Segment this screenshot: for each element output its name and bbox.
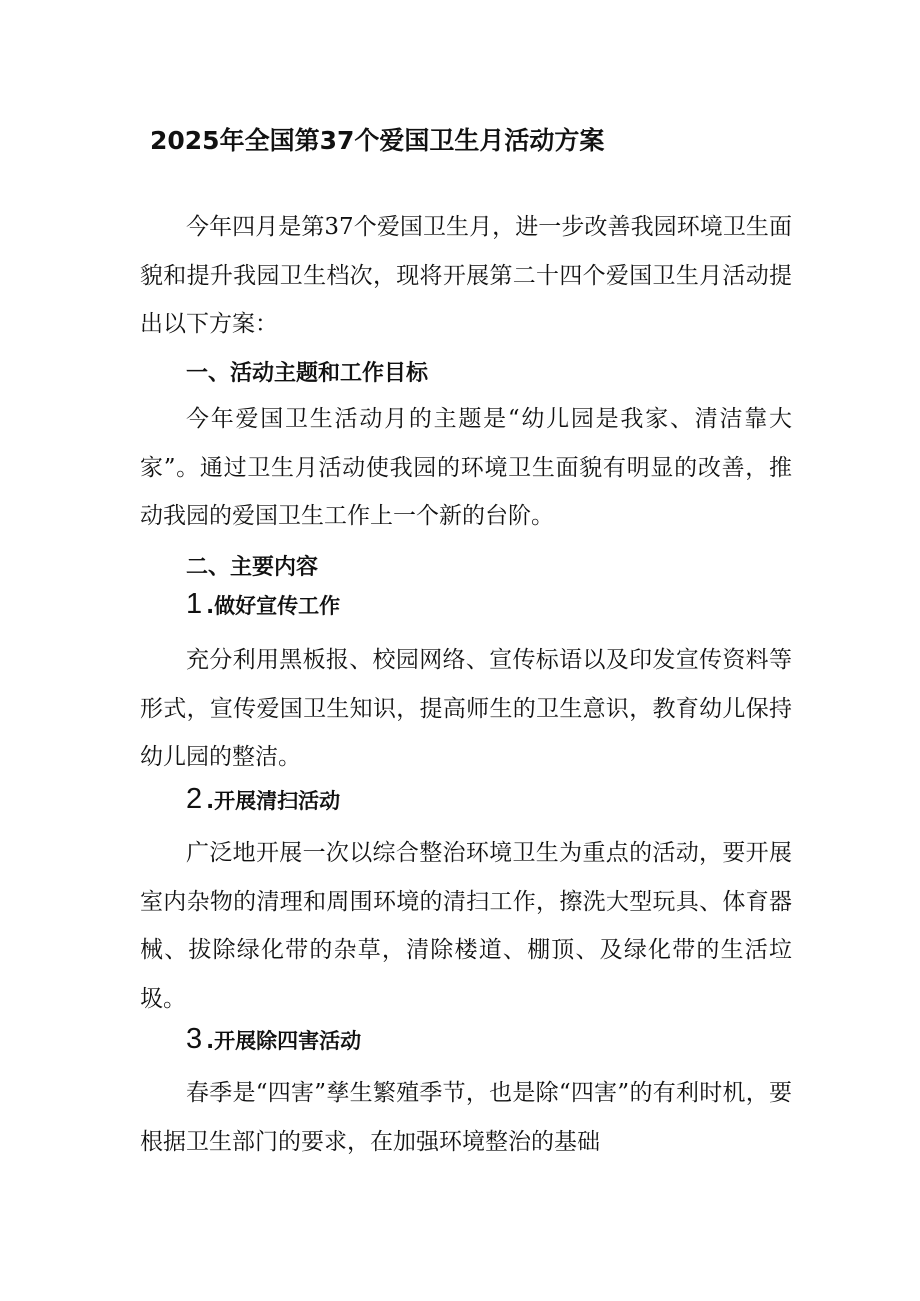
item-title: .做好宣传工作 (206, 594, 341, 618)
item-heading-publicity (186, 588, 340, 621)
item-title: .开展清扫活动 (206, 789, 341, 813)
item-heading-pest-control (186, 1023, 361, 1056)
document-title: 2025年全国第37个爱国卫生月活动方案 (150, 126, 605, 155)
item-number: 2 (186, 783, 203, 815)
item-number: 3 (186, 1023, 203, 1055)
item-paragraph-cleaning: 广泛地开展一次以综合整治环境卫生为重点的活动，要开展室内杂物的清理和周围环境的清扫工作，擦洗大型玩具、体育器械、拔除绿化带的杂草，清除楼道、棚顶、及绿化带的生活垃圾。 (140, 840, 792, 1012)
item-title: .开展除四害活动 (206, 1029, 362, 1053)
item-heading-cleaning (186, 783, 340, 816)
section-heading-content: 二、主要内容 (186, 555, 319, 580)
section-heading-theme: 一、活动主题和工作目标 (186, 361, 429, 386)
intro-paragraph: 今年四月是第37个爱国卫生月，进一步改善我园环境卫生面貌和提升我园卫生档次，现将开展第二十四个爱国卫生月活动提出以下方案： (140, 214, 792, 337)
section-paragraph-theme: 今年爱国卫生活动月的主题是“幼儿园是我家、清洁靠大家”。通过卫生月活动使我园的环境卫生面貌有明显的改善，推动我园的爱国卫生工作上一个新的台阶。 (140, 406, 792, 529)
item-number: 1 (186, 588, 203, 620)
item-paragraph-pest-control: 春季是“四害”孳生繁殖季节，也是除“四害”的有利时机，要根据卫生部门的要求，在加强环境整治的基础 (140, 1080, 792, 1155)
item-paragraph-publicity: 充分利用黑板报、校园网络、宣传标语以及印发宣传资料等形式，宣传爱国卫生知识，提高师生的卫生意识，教育幼儿保持幼儿园的整洁。 (140, 647, 792, 770)
